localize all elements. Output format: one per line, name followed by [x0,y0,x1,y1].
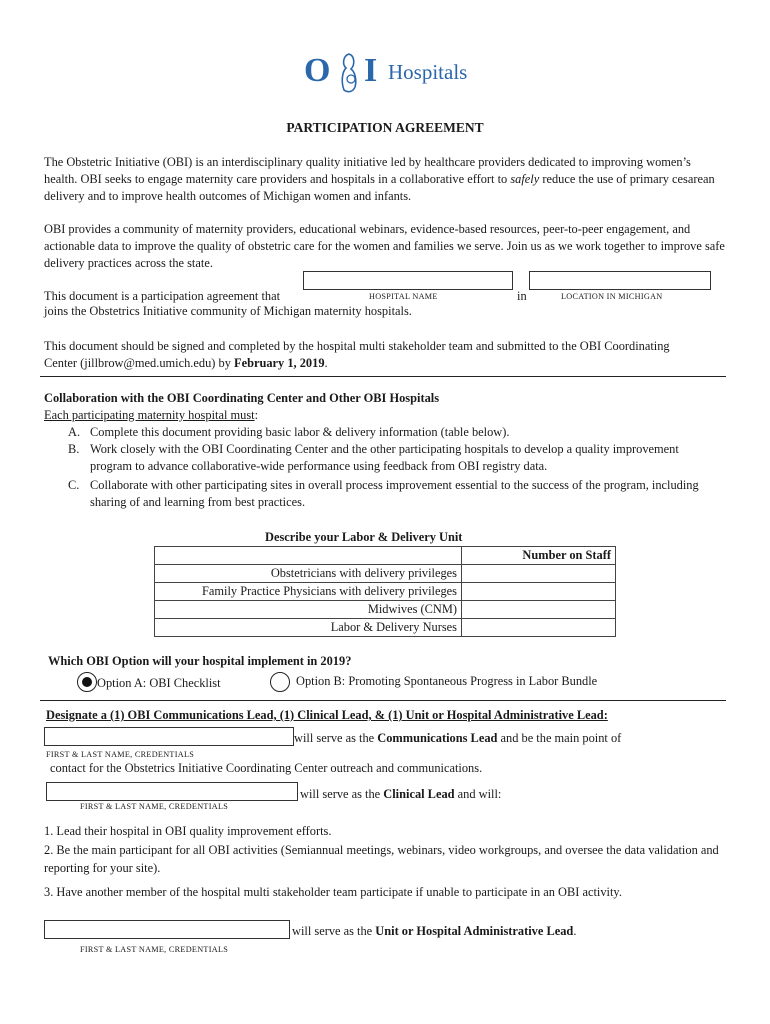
comm-text-end: and be the main point of [497,731,622,745]
intro-p1-emphasis: safely [510,172,540,186]
collab-item-a [68,424,718,441]
option-question: Which OBI Option will your hospital implement in 2019? [48,654,352,668]
intro-paragraph-2: OBI provides a community of maternity providers, educational webinars, evidence-based resources, peer-to-peer engagement, and actionable data to improve the quality of obstetric care for the women and families we serve. Join us as we work together to improve safe delivery practices across the state. [44,222,725,270]
clin-text-end: and will: [454,787,502,801]
designate-heading: Designate a (1) OBI Communications Lead, (1) Clinical Lead, & (1) Unit or Hospital Administrative Lead: [46,708,608,722]
staff-count-input[interactable] [462,601,616,619]
logo-letter-i: I [364,52,378,89]
logo-word: Hospitals [388,60,468,84]
admin-lead-text [292,923,576,940]
clinical-field-label: FIRST & LAST NAME, CREDENTIALS [80,802,229,811]
duty-3: 3. Have another member of the hospital multi stakeholder team participate if unable to participate in an OBI activity. [44,885,622,899]
admin-field-label: FIRST & LAST NAME, CREDENTIALS [80,945,229,954]
communications-lead-text-2: contact for the Obstetrics Initiative Coordinating Center outreach and communications. [50,761,483,775]
deadline: February 1, 2019 [234,356,325,370]
divider-1 [40,376,726,377]
intro-p1-text-end: reduce the use of primary cesarean delivery and to improve health outcomes of Michigan women and infants. [44,172,715,203]
table-row [155,601,616,619]
option-a-label[interactable]: Option A: OBI Checklist [97,676,221,690]
collab-item-b [68,441,718,475]
table-row [155,565,616,583]
page-title: PARTICIPATION AGREEMENT [286,120,484,135]
row-label: Family Practice Physicians with delivery privileges [155,583,462,601]
hospital-name-label: HOSPITAL NAME [369,292,438,301]
item-text: Complete this document providing basic labor & delivery information (table below). [90,425,510,439]
location-label: LOCATION IN MICHIGAN [561,292,663,301]
communications-lead-field[interactable] [44,727,294,746]
clin-text: will serve as the [300,787,384,801]
clinical-lead-text [300,786,501,803]
comm-role: Communications Lead [377,731,498,745]
collab-subheading [44,407,258,424]
logo-letter-o: O [304,52,331,89]
table-row [155,619,616,637]
row-label: Midwives (CNM) [155,601,462,619]
communications-lead-text [294,730,621,747]
intro-paragraph-1 [44,154,726,205]
collab-heading: Collaboration with the OBI Coordinating Center and Other OBI Hospitals [44,391,440,405]
duty-2: 2. Be the main participant for all OBI activities (Semiannual meetings, webinars, video workgroups, and oversee the data validation and reporting for your site). [44,843,719,875]
option-b-radio[interactable] [270,672,290,692]
staff-count-input[interactable] [462,583,616,601]
mother-child-icon [338,52,360,94]
in-word: in [517,289,527,303]
selected-dot [82,677,92,687]
clinical-lead-field[interactable] [46,782,298,801]
duty-1: 1. Lead their hospital in OBI quality improvement efforts. [44,824,332,838]
item-letter: B. [68,442,80,456]
table-row [155,583,616,601]
collab-item-c [68,477,718,511]
labor-table-title: Describe your Labor & Delivery Unit [265,530,463,544]
participation-line-2: joins the Obstetrics Initiative community of Michigan maternity hospitals. [44,304,412,318]
intro-p1-text: The Obstetric Initiative (OBI) is an interdisciplinary quality initiative led by healthcare providers dedicated to improving women’s health. OBI seeks to engage maternity care providers and hospitals in a collaborative effort to [44,155,691,186]
participation-line: This document is a participation agreement that [44,289,281,303]
staff-count-input[interactable] [462,619,616,637]
option-a-radio[interactable] [77,672,97,692]
item-text: Work closely with the OBI Coordinating Center and the other participating hospitals to develop a quality improvement program to advance collaborative-wide performance using feedback from OBI registry data. [90,442,679,473]
collab-subheading-colon: : [254,408,259,422]
admin-text-end: . [573,924,577,938]
row-label: Obstetricians with delivery privileges [155,565,462,583]
submission-text: This document should be signed and completed by the hospital multi stakeholder team and submitted to the OBI Coordinating Center (jillbrow@med.umich.edu) by [44,339,670,370]
submission-paragraph [44,338,684,372]
clin-role: Clinical Lead [383,787,455,801]
table-header-staff: Number on Staff [462,547,616,565]
communications-field-label: FIRST & LAST NAME, CREDENTIALS [46,750,195,759]
option-b-label[interactable]: Option B: Promoting Spontaneous Progress in Labor Bundle [296,674,598,688]
staff-count-input[interactable] [462,565,616,583]
row-label: Labor & Delivery Nurses [155,619,462,637]
admin-role: Unit or Hospital Administrative Lead [375,924,574,938]
collab-subheading-text: Each participating maternity hospital must [44,408,255,422]
admin-lead-field[interactable] [44,920,290,939]
item-letter: C. [68,478,80,492]
table-header-row [155,547,616,565]
divider-2 [40,700,726,701]
hospital-name-field[interactable] [303,271,513,290]
obi-logo [300,50,480,96]
table-header-label [155,547,462,565]
admin-text: will serve as the [292,924,376,938]
comm-text: will serve as the [294,731,378,745]
labor-table [154,546,616,637]
submission-end: . [324,356,328,370]
item-letter: A. [68,425,81,439]
item-text: Collaborate with other participating sites in overall process improvement essential to the success of the program, including sharing of and learning from best practices. [90,478,699,509]
location-field[interactable] [529,271,711,290]
